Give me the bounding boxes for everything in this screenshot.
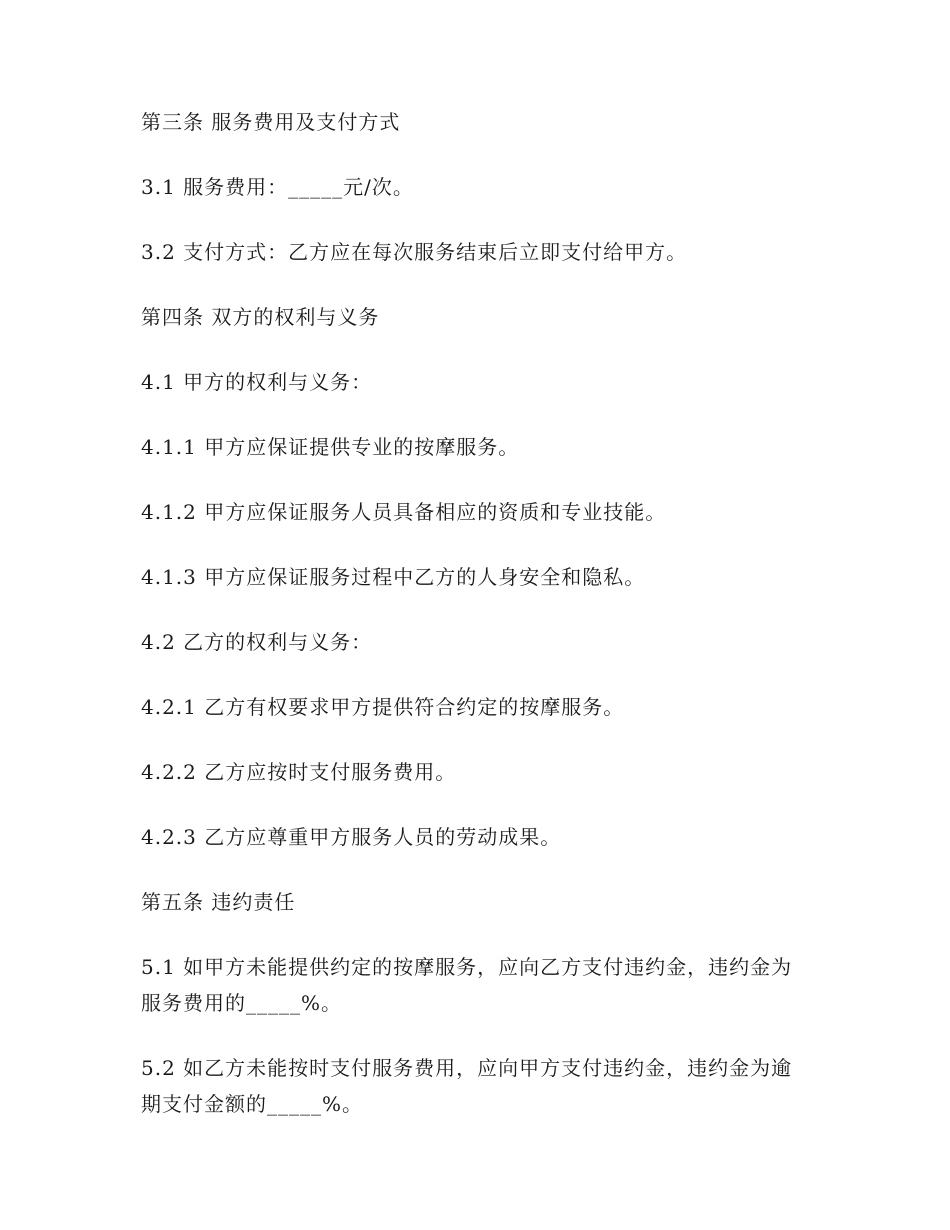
clause-4-2-1: 4.2.1 乙方有权要求甲方提供符合约定的按摩服务。 (141, 695, 625, 719)
clause-5-2: 5.2 如乙方未能按时支付服务费用，应向甲方支付违约金，违约金为逾期支付金额的_____%。 (141, 1056, 793, 1116)
document-body (141, 104, 811, 1151)
clause-3-1: 3.1 服务费用：_____元/次。 (141, 175, 414, 199)
section-heading-4: 第四条 双方的权利与义务 (141, 305, 380, 329)
clause-4-1-1: 4.1.1 甲方应保证提供专业的按摩服务。 (141, 435, 520, 459)
section-heading-3: 第三条 服务费用及支付方式 (141, 110, 401, 134)
clause-4-1-3: 4.1.3 甲方应保证服务过程中乙方的人身安全和隐私。 (141, 565, 646, 589)
clause-3-2: 3.2 支付方式：乙方应在每次服务结束后立即支付给甲方。 (141, 240, 688, 264)
clause-5-1: 5.1 如甲方未能提供约定的按摩服务，应向乙方支付违约金，违约金为服务费用的_____%。 (141, 955, 793, 1015)
clause-4-2-2: 4.2.2 乙方应按时支付服务费用。 (141, 760, 457, 784)
clause-4-2-3: 4.2.3 乙方应尊重甲方服务人员的劳动成果。 (141, 825, 562, 849)
clause-4-2: 4.2 乙方的权利与义务： (141, 630, 373, 654)
section-heading-5: 第五条 违约责任 (141, 890, 296, 914)
clause-4-1-2: 4.1.2 甲方应保证服务人员具备相应的资质和专业技能。 (141, 500, 667, 524)
clause-4-1: 4.1 甲方的权利与义务： (141, 370, 373, 394)
